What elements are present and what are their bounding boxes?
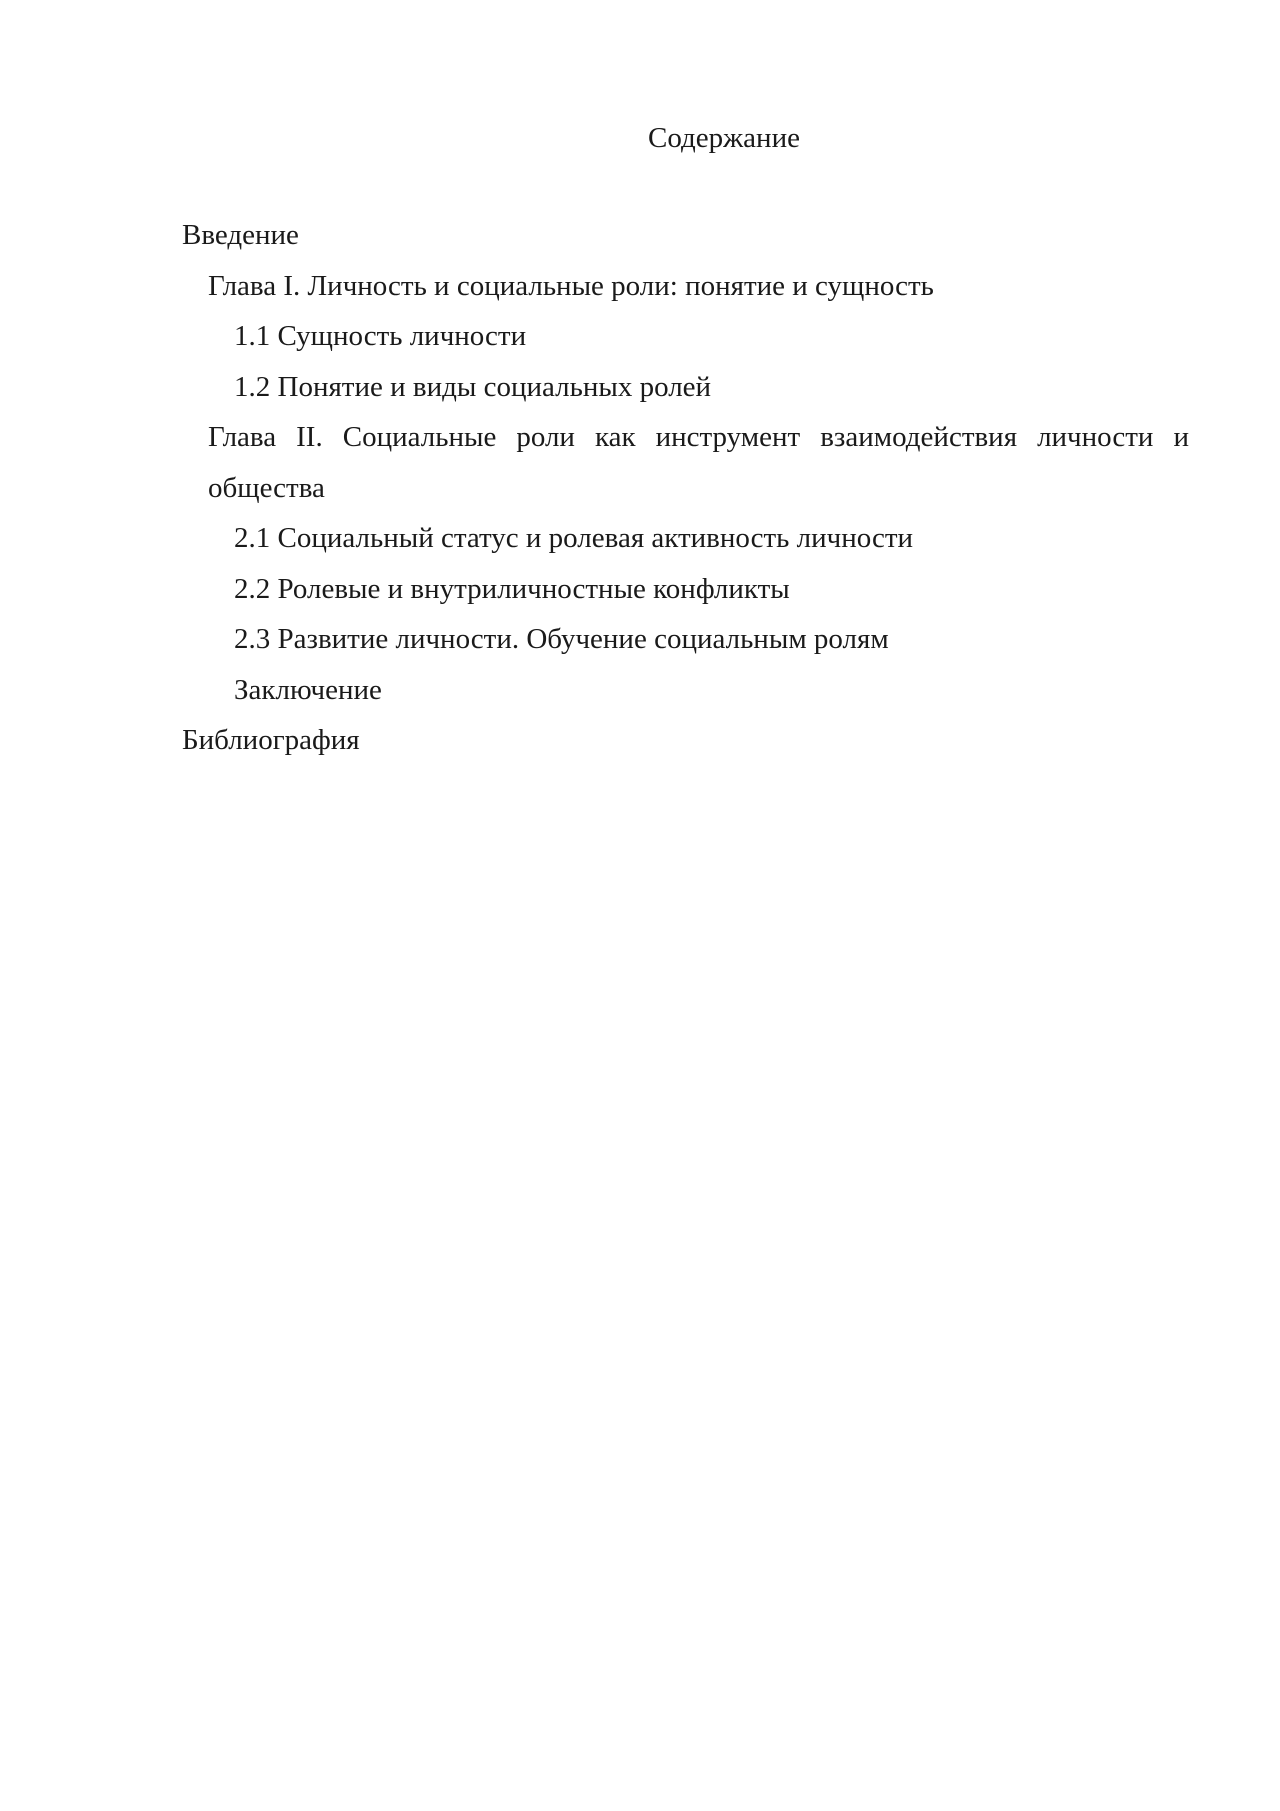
toc-item-conclusion: Заключение [234,673,382,706]
toc-item-section-1-1: 1.1 Сущность личности [234,320,527,352]
toc-item-section-2-1: 2.1 Социальный статус и ролевая активность личности [234,522,914,554]
page-title: Содержание [648,122,800,154]
toc-item-chapter-2: Глава II. Социальные роли как инструмент взаимодействия личности и общества [208,421,1189,504]
toc-item-section-2-3: 2.3 Развитие личности. Обучение социальным ролям [234,623,889,655]
toc-item-section-1-2: 1.2 Понятие и виды социальных ролей [234,370,712,403]
toc-item-chapter-1: Глава I. Личность и социальные роли: понятие и сущность [208,269,934,302]
toc-item-introduction: Введение [182,219,299,251]
table-of-contents [182,210,1189,766]
toc-item-section-2-2: 2.2 Ролевые и внутриличностные конфликты [234,572,790,605]
toc-item-bibliography: Библиография [182,724,360,756]
